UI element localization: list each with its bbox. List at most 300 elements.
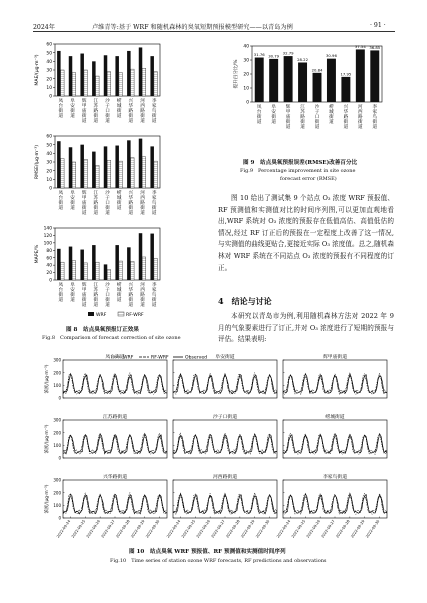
fig8-bar-wrf	[127, 140, 131, 188]
fig10-line-observed	[283, 493, 387, 513]
fig8-x-label-char: 街	[93, 298, 99, 303]
fig8-bar-wrf	[139, 233, 143, 280]
fig8-x-label-char: 子	[105, 196, 110, 201]
fig8-ytick-label: 60	[46, 134, 52, 140]
fig8-x-label-char: 西	[140, 196, 145, 201]
fig9-data-label: 36.85	[369, 44, 381, 50]
fig10-xtick-label: 2022-09-27	[210, 519, 226, 539]
fig10-xtick-label: 2022-09-26	[305, 519, 321, 539]
fig10-panel	[166, 473, 277, 539]
fig8-bar-wrf	[104, 264, 108, 280]
fig8-bar-wrf	[57, 141, 61, 188]
fig9-x-label	[286, 103, 291, 130]
fig8-x-label-char: 道	[140, 211, 145, 216]
fig8-x-label-char: 道	[105, 211, 110, 216]
fig8-x-label-char: 沙	[105, 191, 110, 196]
fig10-xtick-label: 2022-09-26	[195, 519, 211, 539]
fig8-x-label	[152, 97, 157, 124]
fig8-x-label-char: 华	[128, 196, 134, 201]
fig9-x-label	[344, 103, 349, 130]
fig10-panel-title: 崂城街道	[325, 415, 345, 420]
fig8-x-label-char: 道	[93, 211, 99, 216]
fig8-x-label	[59, 281, 64, 303]
fig8-x-label-char: 街	[128, 298, 134, 303]
header-page: · 91 ·	[370, 22, 386, 29]
fig9-x-label-char: 道	[372, 125, 378, 130]
fig8-x-label-char: 鸟	[151, 109, 157, 114]
fig8-bar-rf	[142, 157, 146, 188]
paragraph-2-text: 本研究以青岛市为例,利用随机森林方法对 2022 年 9 月的气象要素进行了订正,并对 O₃ 浓度进行了短期的预报与评估。结果表明:	[218, 312, 394, 344]
fig8-x-label-char: 江	[93, 191, 99, 196]
fig10-legend	[111, 355, 207, 361]
fig9-x-label-char: 苏	[300, 110, 305, 115]
fig8-x-label-char: 街	[81, 206, 87, 211]
fig8-x-label-char: 路	[128, 201, 134, 206]
fig9-caption-cn: 图 9 站点臭氧预报误差(RMSE)改善百分比	[243, 160, 358, 166]
fig8-x-label	[82, 189, 87, 216]
fig8-bar-rf	[131, 261, 135, 280]
fig8-x-label-char: 道	[70, 206, 75, 211]
fig8-bar-rf	[131, 158, 135, 188]
fig8-ytick-label: 0	[49, 94, 52, 100]
fig8-x-label-char: 沙	[105, 283, 110, 288]
fig10-panel	[173, 353, 277, 398]
legend-rf-text: RF-WRF	[151, 355, 169, 361]
fig8-x-label-char: 甲	[81, 288, 87, 293]
fig8-x-label-char: 庙	[81, 293, 87, 298]
fig9-bar	[269, 59, 278, 102]
fig10-ytick-label: 300	[53, 357, 61, 363]
fig10-xtick-label: 2022-09-27	[320, 519, 336, 539]
fig9-x-label-char: 华	[343, 110, 349, 115]
fig8-x-label-char: 道	[105, 119, 110, 124]
fig8-x-label-char: 凤	[58, 191, 64, 196]
fig10-ytick-label: 200	[53, 370, 61, 376]
fig8-x-label	[59, 189, 64, 211]
fig8-x-label-char: 道	[58, 298, 64, 303]
paragraph-fig10-description	[218, 193, 394, 274]
fig10-xtick-label: 2022-09-24	[275, 519, 292, 539]
fig8-x-label-char: 鸟	[151, 293, 157, 298]
fig8-x-label	[105, 281, 110, 308]
fig10-caption-en: Fig.10 Time series of station ozone WRF forecasts, RF predictions and observations	[110, 558, 327, 564]
figure-9	[232, 40, 392, 155]
fig8-bar-rf	[107, 72, 111, 96]
fig8-x-label-char: 家	[151, 288, 157, 293]
fig8-bar-wrf	[104, 146, 108, 188]
fig8-x-label-char: 街	[93, 206, 99, 211]
fig8-ytick-label: 20	[46, 271, 52, 277]
fig8-x-label	[152, 281, 157, 308]
fig10-ytick-label: 200	[53, 490, 61, 496]
fig8-x-label-char: 城	[116, 196, 122, 201]
fig9-bar	[341, 77, 350, 102]
fig8-x-label-char: 街	[128, 206, 134, 211]
figure-10	[33, 346, 395, 542]
fig10-line-rf	[63, 495, 167, 513]
fig8-x-label-char: 街	[58, 293, 64, 298]
fig8-x-label-char: 街	[151, 298, 157, 303]
fig8-x-label-char: 甲	[81, 196, 87, 201]
fig8-x-label-char: 李	[151, 283, 157, 288]
fig10-caption-cn: 图 10 站点臭氧 WRF 预报值、RF 预测值和实测值时间序列	[129, 549, 286, 555]
fig8-bar-wrf	[139, 139, 143, 188]
fig8-bar-rf	[107, 270, 111, 280]
fig8-bar-wrf	[92, 245, 96, 280]
fig8-x-label-char: 道	[81, 119, 87, 124]
fig9-x-label-char: 兴	[343, 105, 349, 110]
fig10-xtick-label: 2022-09-28	[115, 519, 131, 539]
fig10-panel	[173, 413, 277, 458]
fig8-x-label	[129, 281, 134, 308]
fig9-data-label: 31.76	[253, 52, 265, 58]
fig8-bar-rf	[154, 258, 158, 280]
fig9-x-label-char: 街	[256, 115, 262, 120]
fig8-x-label-char: 道	[128, 303, 134, 308]
fig8-x-label-char: 街	[151, 206, 157, 211]
fig9-x-label-char: 路	[300, 115, 305, 120]
fig8-x-label-char: 阜	[70, 283, 75, 288]
fig8-x-label-char: 江	[93, 283, 99, 288]
fig8-bar-wrf	[127, 247, 131, 280]
fig10-ylabel: 浓度/(μg·m⁻³)	[45, 364, 50, 394]
fig8-bar-wrf	[69, 247, 73, 280]
fig10-ytick-label: 100	[53, 502, 61, 508]
fig8-x-label-char: 兴	[128, 99, 134, 104]
fig9-x-label-char: 街	[358, 120, 363, 125]
fig10-panel	[283, 353, 387, 398]
fig8-ytick-label: 40	[46, 59, 52, 65]
fig8-x-label-char: 安	[70, 104, 75, 109]
fig9-x-label-char: 台	[256, 110, 262, 115]
fig10-line-observed	[173, 374, 277, 394]
fig8-bar-rf	[72, 162, 76, 188]
fig8-x-label-char: 西	[140, 104, 145, 109]
fig8-x-label-char: 口	[105, 293, 110, 298]
fig8-x-label-char: 苏	[93, 104, 99, 109]
fig8-x-label	[117, 281, 122, 303]
fig10-line-rf	[283, 375, 387, 393]
fig8-x-label-char: 子	[105, 104, 110, 109]
fig8-x-label-char: 子	[105, 288, 110, 293]
fig8-x-label-char: 道	[151, 303, 157, 308]
fig10-line-rf	[63, 375, 167, 393]
fig8-bar-wrf	[139, 47, 143, 96]
fig8-x-label-char: 兴	[128, 283, 134, 288]
fig10-line-observed	[63, 374, 167, 394]
fig8-ytick-label: 40	[46, 151, 52, 157]
fig8-bar-rf	[142, 68, 146, 96]
fig9-ytick-label: 30	[243, 58, 249, 64]
fig10-panel-title: 江苏路街道	[103, 415, 127, 420]
fig8-x-label-char: 庙	[81, 201, 87, 206]
fig9-x-label	[300, 103, 305, 130]
fig9-bar	[370, 50, 379, 102]
fig8-x-label-char: 凤	[58, 99, 64, 104]
fig9-bar	[313, 73, 322, 102]
legend-rf-label: RF-WRF	[126, 313, 144, 318]
fig8-x-label-char: 崂	[116, 99, 122, 104]
header-year: 2024年	[33, 24, 55, 31]
fig8-panel-3	[34, 226, 160, 308]
fig8-ylabel: MAE/(μg·m⁻³)	[35, 54, 40, 86]
fig9-x-label-char: 甲	[285, 110, 291, 115]
fig8-x-label	[140, 281, 145, 308]
fig9-bar	[327, 59, 336, 102]
fig10-xtick-label: 2022-09-25	[290, 519, 307, 539]
fig10-ytick-label: 200	[53, 430, 61, 436]
fig10-panel-title: 兴华路街道	[103, 475, 127, 480]
fig8-x-label-char: 凤	[58, 283, 64, 288]
fig8-x-label-char: 道	[128, 119, 134, 124]
fig8-x-label-char: 路	[140, 201, 145, 206]
fig8-x-label-char: 道	[58, 114, 64, 119]
fig8-x-label-char: 阜	[70, 191, 75, 196]
fig8-bar-wrf	[115, 245, 119, 280]
fig9-x-label-char: 崂	[329, 105, 334, 110]
fig10-xtick-label: 2022-09-29	[130, 519, 146, 539]
fig8-x-label-char: 街	[70, 109, 75, 114]
fig10-panel-title: 沙子口街道	[213, 415, 237, 420]
fig10-line-rf	[173, 375, 277, 392]
fig8-x-label-char: 道	[151, 211, 157, 216]
fig10-xtick-label: 2022-09-28	[225, 519, 241, 539]
fig10-ytick-label: 300	[53, 477, 61, 483]
fig8-panel-1	[34, 42, 160, 124]
fig9-x-label-char: 街	[271, 115, 276, 120]
fig8-x-label-char: 李	[151, 99, 157, 104]
fig9-x-label-char: 鸟	[372, 115, 378, 120]
fig8-x-label-char: 道	[93, 303, 99, 308]
fig8-x-label-char: 道	[128, 211, 134, 216]
fig8-ytick-label: 120	[43, 234, 52, 240]
fig8-bar-rf	[154, 72, 158, 96]
fig8-x-label-char: 街	[93, 114, 99, 119]
fig10-panel	[276, 473, 387, 539]
fig8-x-label-char: 家	[151, 104, 157, 109]
fig8-x-label	[59, 97, 64, 119]
fig9-x-label-char: 李	[372, 105, 378, 110]
fig8-ytick-label: 20	[46, 169, 52, 175]
fig9-bar	[356, 49, 365, 102]
fig10-xtick-label: 2022-09-30	[365, 519, 381, 539]
fig9-x-label-char: 河	[358, 105, 363, 110]
fig8-bar-rf	[142, 257, 146, 280]
legend-wrf-swatch	[88, 312, 94, 316]
fig8-x-label-char: 路	[128, 293, 134, 298]
fig9-data-label: 28.22	[297, 56, 308, 62]
fig8-bar-wrf	[69, 56, 73, 96]
fig9-x-label-char: 路	[358, 115, 363, 120]
fig10-panel-title: 李家鸟街道	[323, 475, 347, 480]
fig8-x-label-char: 台	[58, 196, 64, 201]
fig9-data-label: 30.79	[268, 53, 280, 59]
fig9-data-label: 20.84	[311, 67, 323, 73]
fig9-x-label-char: 沙	[314, 105, 320, 110]
fig9-x-label	[271, 103, 276, 125]
fig8-x-label-char: 台	[58, 104, 64, 109]
fig8-bar-wrf	[80, 145, 84, 188]
fig9-caption-en-2: forecast error (RMSE)	[280, 176, 337, 182]
fig8-x-label-char: 道	[81, 211, 87, 216]
fig8-bar-rf	[107, 160, 111, 188]
fig8-ytick-label: 60	[46, 42, 52, 48]
fig9-x-label-char: 路	[343, 115, 349, 120]
fig8-x-label-char: 街	[140, 114, 145, 119]
fig9-data-label: 37.54	[354, 43, 366, 49]
fig8-ytick-label: 60	[46, 256, 52, 262]
fig8-x-label	[117, 97, 122, 119]
header-title: 卢维青等:基于 WRF 和随机森林的臭氧短期预报模型研究——以青岛为例	[92, 24, 293, 31]
fig9-x-label-char: 街	[314, 120, 320, 125]
fig8-x-label-char: 路	[140, 293, 145, 298]
fig10-line-rf	[173, 495, 277, 513]
fig8-x-label	[82, 281, 87, 308]
fig9-x-label-char: 安	[271, 110, 276, 115]
fig8-x-label-char: 河	[140, 283, 145, 288]
fig8-x-label-char: 街	[70, 293, 75, 298]
fig8-bar-wrf	[115, 56, 119, 96]
fig8-bar-rf	[119, 161, 123, 188]
fig8-x-label-char: 兴	[128, 191, 134, 196]
legend-rf-swatch	[118, 312, 124, 316]
section-heading: 4 结论与讨论	[218, 296, 272, 306]
fig8-x-label-char: 道	[105, 303, 110, 308]
fig8-bar-rf	[61, 262, 65, 280]
fig10-panel-title: 凤台街道	[105, 355, 125, 360]
fig8-bar-rf	[84, 70, 88, 96]
fig8-x-label-char: 路	[140, 109, 145, 114]
fig8-x-label-char: 苏	[93, 288, 99, 293]
legend-obs-text: Observed	[185, 355, 208, 361]
fig8-x-label-char: 崂	[116, 191, 122, 196]
fig8-x-label-char: 道	[140, 303, 145, 308]
fig10-line-rf	[283, 434, 387, 452]
fig8-x-label-char: 家	[151, 196, 157, 201]
fig8-x-label	[140, 189, 145, 216]
fig9-x-label-char: 江	[300, 105, 305, 110]
fig8-x-label	[94, 189, 99, 216]
fig8-bar-rf	[119, 261, 123, 280]
fig8-x-label-char: 甲	[81, 104, 87, 109]
fig9-x-label	[372, 103, 377, 130]
fig9-x-label-char: 道	[300, 125, 305, 130]
fig8-ytick-label: 10	[46, 85, 52, 91]
fig8-bar-wrf	[80, 250, 84, 280]
fig8-x-label-char: 街	[116, 201, 122, 206]
fig10-xtick-label: 2022-09-24	[55, 519, 72, 539]
fig10-xtick-label: 2022-09-29	[240, 519, 256, 539]
fig8-bar-wrf	[150, 146, 154, 188]
fig9-x-label-char: 街	[343, 120, 349, 125]
fig8-x-label-char: 河	[140, 99, 145, 104]
fig8-bar-wrf	[104, 55, 108, 96]
fig8-bar-wrf	[57, 51, 61, 96]
fig8-x-label-char: 安	[70, 196, 75, 201]
fig9-x-label	[329, 103, 334, 125]
fig10-panel-title: 阜安街道	[215, 355, 235, 360]
fig8-x-label-char: 台	[58, 288, 64, 293]
fig10-panel	[43, 413, 167, 461]
fig10-xtick-label: 2022-09-24	[165, 519, 182, 539]
fig8-x-label-char: 道	[93, 119, 99, 124]
fig9-x-label-char: 道	[256, 120, 262, 125]
fig10-xtick-label: 2022-09-29	[350, 519, 366, 539]
fig8-ytick-label: 100	[43, 241, 52, 247]
fig10-panel-frame	[63, 420, 167, 458]
fig8-x-label-char: 辉	[81, 191, 87, 196]
fig8-x-label-char: 街	[70, 201, 75, 206]
fig10-ytick-label: 0	[58, 515, 61, 521]
fig8-ytick-label: 30	[46, 68, 52, 74]
fig8-x-label-char: 口	[105, 201, 110, 206]
fig8-x-label-char: 道	[70, 114, 75, 119]
fig10-xtick-label: 2022-09-27	[100, 519, 116, 539]
fig8-x-label	[117, 189, 122, 211]
fig8-x-label-char: 道	[116, 206, 122, 211]
fig8-ytick-label: 50	[46, 51, 52, 57]
fig8-x-label-char: 道	[151, 119, 157, 124]
legend-wrf-label: WRF	[96, 313, 107, 318]
paragraph-1-text: 图 10 给出了测试集 9 个站点 O₃ 浓度 WRF 预报值、RF 预测值和实测值对比的时间序列图,可以更加直观地看出,WRF 系统对 O₃ 浓度的预报存在低值高估、高值低估的情况,经过 RF 订正后的预报在一定程度上改善了这一情况,与实测值的曲线更贴合,更接近实际 O₃ 浓度值。总之,随机森林对 WRF 系统在不同站点 O₃ 浓度的预报有不同程度的订正。	[218, 194, 394, 272]
fig10-xtick-label: 2022-09-28	[335, 519, 351, 539]
fig10-panel-title: 河西路街道	[213, 475, 237, 480]
fig10-line-observed	[283, 373, 387, 393]
fig8-bar-wrf	[92, 61, 96, 96]
fig8-x-label-char: 道	[140, 119, 145, 124]
fig9-ytick-label: 10	[243, 86, 249, 92]
fig10-panel-title: 辉甲庙街道	[323, 355, 347, 360]
fig10-xtick-label: 2022-09-30	[145, 519, 161, 539]
fig8-x-label	[152, 189, 157, 216]
fig9-ytick-label: 0	[246, 100, 249, 106]
fig8-bar-wrf	[150, 234, 154, 280]
fig8-x-label-char: 口	[105, 109, 110, 114]
fig8-bar-rf	[131, 69, 135, 96]
fig8-x-label-char: 华	[128, 104, 134, 109]
header-rule	[33, 31, 395, 32]
fig10-xtick-label: 2022-09-26	[85, 519, 101, 539]
fig10-line-rf	[63, 435, 167, 453]
fig10-panel	[43, 353, 167, 401]
fig8-x-label-char: 安	[70, 288, 75, 293]
fig9-data-label: 30.96	[326, 53, 337, 59]
fig8-x-label-char: 崂	[116, 283, 122, 288]
fig8-x-label-char: 街	[140, 298, 145, 303]
fig9-x-label-char: 庙	[285, 115, 291, 120]
fig10-line-wrf	[283, 433, 387, 455]
fig8-x-label-char: 路	[128, 109, 134, 114]
fig8-x-label-char: 街	[81, 298, 87, 303]
fig8-x-label-char: 道	[58, 206, 64, 211]
fig8-x-label	[70, 281, 75, 303]
fig9-x-label-char: 道	[314, 125, 320, 130]
fig8-bar-wrf	[80, 54, 84, 96]
fig9-x-label-char: 家	[372, 110, 378, 115]
fig9-x-label-char: 道	[329, 120, 334, 125]
fig8-x-label	[129, 189, 134, 216]
fig8-x-label-char: 苏	[93, 196, 99, 201]
fig8-x-label	[94, 281, 99, 308]
fig8-x-label	[70, 97, 75, 119]
fig9-caption-en-1: Fig.9 Percentage improvement in site ozone	[240, 168, 356, 174]
fig8-x-label-char: 街	[116, 293, 122, 298]
fig10-xtick-label: 2022-09-30	[255, 519, 271, 539]
fig8-bar-rf	[72, 261, 76, 280]
fig9-x-label-char: 西	[358, 110, 363, 115]
fig9-x-label-char: 子	[314, 110, 320, 115]
fig8-bar-rf	[119, 73, 123, 96]
